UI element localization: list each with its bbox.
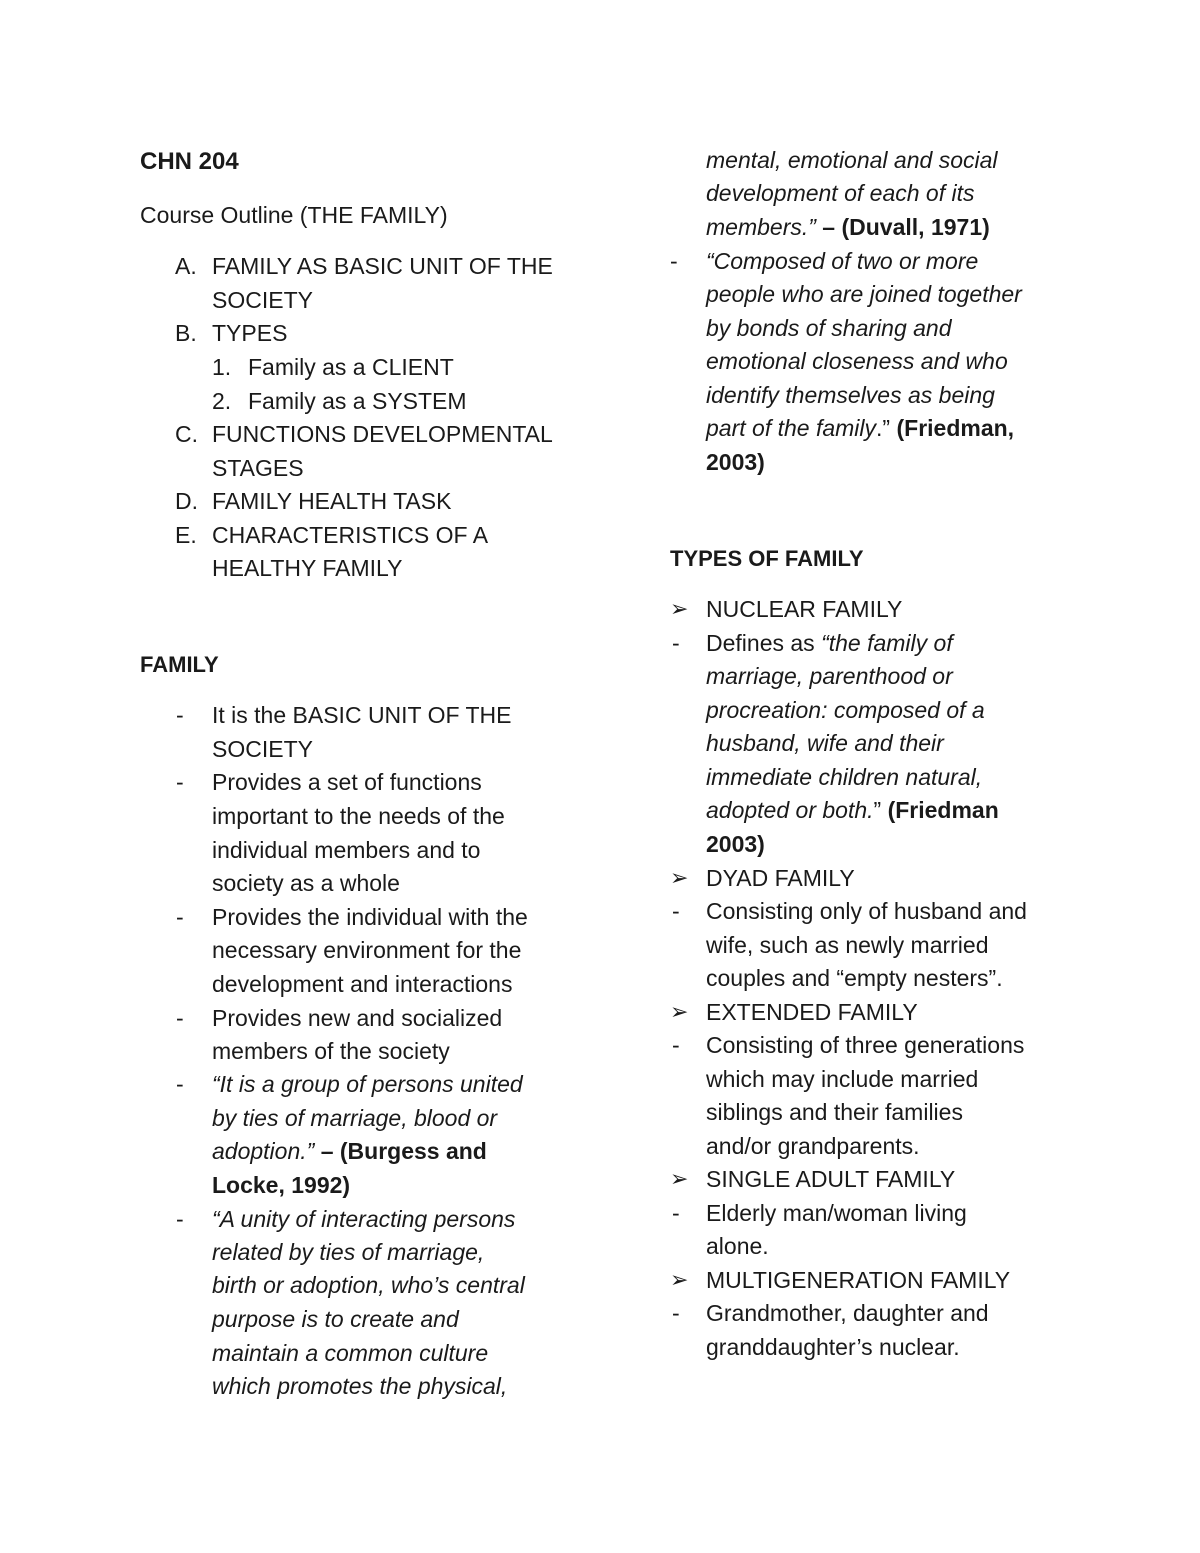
quote-text: identify themselves as being xyxy=(706,382,995,408)
quote-text: purpose is to create and xyxy=(212,1306,459,1332)
outline-marker: E. xyxy=(175,522,197,548)
bullet-text: necessary environment for the xyxy=(212,937,522,963)
bullet-dash: - xyxy=(176,1206,184,1232)
citation: – (Duvall, 1971) xyxy=(815,214,990,240)
bullet-dash: - xyxy=(176,904,184,930)
family-type-name: SINGLE ADULT FAMILY xyxy=(706,1166,956,1192)
family-type-desc: granddaughter’s nuclear. xyxy=(706,1334,960,1360)
quote-text: members.” – (Duvall, 1971) xyxy=(706,214,990,240)
family-type-desc: marriage, parenthood or xyxy=(706,663,953,689)
citation: (Friedman xyxy=(881,797,999,823)
quote-text: birth or adoption, who’s central xyxy=(212,1272,525,1298)
bullet-dash: - xyxy=(672,1200,680,1226)
outline-marker: B. xyxy=(175,320,197,346)
outline-item-text: TYPES xyxy=(212,320,288,346)
citation: – (Burgess and xyxy=(314,1138,487,1164)
bullet-text: SOCIETY xyxy=(212,736,313,762)
outline-item-text: FAMILY HEALTH TASK xyxy=(212,488,452,514)
family-type-name: NUCLEAR FAMILY xyxy=(706,596,903,622)
quote-text: “It is a group of persons united xyxy=(212,1071,523,1097)
bullet-dash: - xyxy=(176,769,184,795)
outline-item-text: SOCIETY xyxy=(212,287,313,313)
quote-text: mental, emotional and social xyxy=(706,147,998,173)
family-type-desc: Defines as “the family of xyxy=(706,630,953,656)
family-type-desc: Grandmother, daughter and xyxy=(706,1300,989,1326)
outline-item-text: Family as a CLIENT xyxy=(248,354,454,380)
outline-item-text: Family as a SYSTEM xyxy=(248,388,467,414)
quote-text: part of the family.” (Friedman, xyxy=(706,415,1015,441)
family-type-desc: and/or grandparents. xyxy=(706,1133,920,1159)
quote-text: emotional closeness and who xyxy=(706,348,1008,374)
bullet-text: members of the society xyxy=(212,1038,450,1064)
quote-text: by ties of marriage, blood or xyxy=(212,1105,498,1131)
outline-marker: A. xyxy=(175,253,197,279)
family-type-desc: couples and “empty nesters”. xyxy=(706,965,1003,991)
citation: Locke, 1992) xyxy=(212,1172,351,1198)
quote-text: related by ties of marriage, xyxy=(212,1239,485,1265)
bullet-text: Provides a set of functions xyxy=(212,769,482,795)
quote-text: people who are joined together xyxy=(706,281,1022,307)
bullet-text: Provides the individual with the xyxy=(212,904,528,930)
course-code: CHN 204 xyxy=(140,148,239,175)
quote-text: development of each of its xyxy=(706,180,975,206)
quote-text: “A unity of interacting persons xyxy=(212,1206,516,1232)
family-type-desc: procreation: composed of a xyxy=(706,697,985,723)
quote-text: by bonds of sharing and xyxy=(706,315,952,341)
bullet-text: It is the BASIC UNIT OF THE xyxy=(212,702,512,728)
course-outline-title: Course Outline (THE FAMILY) xyxy=(140,202,448,228)
family-type-desc: wife, such as newly married xyxy=(706,932,989,958)
citation: 2003) xyxy=(706,831,765,857)
arrow-bullet-icon: ➢ xyxy=(670,865,689,890)
citation: 2003) xyxy=(706,449,765,475)
family-type-desc: Consisting only of husband and xyxy=(706,898,1027,924)
family-heading: FAMILY xyxy=(140,652,219,677)
bullet-dash: - xyxy=(176,1005,184,1031)
types-heading: TYPES OF FAMILY xyxy=(670,546,864,571)
family-type-desc: husband, wife and their xyxy=(706,730,944,756)
bullet-dash: - xyxy=(672,898,680,924)
family-type-desc: alone. xyxy=(706,1233,769,1259)
arrow-bullet-icon: ➢ xyxy=(670,1267,689,1292)
family-type-name: DYAD FAMILY xyxy=(706,865,855,891)
bullet-dash: - xyxy=(672,630,680,656)
outline-marker: 2. xyxy=(212,388,232,414)
bullet-dash: - xyxy=(176,702,184,728)
bullet-text: individual members and to xyxy=(212,837,481,863)
outline-item-text: FAMILY AS BASIC UNIT OF THE xyxy=(212,253,553,279)
bullet-dash: - xyxy=(670,248,678,274)
citation: (Friedman, xyxy=(890,415,1015,441)
family-type-desc: which may include married xyxy=(706,1066,979,1092)
quote-text: which promotes the physical, xyxy=(212,1373,508,1399)
bullet-dash: - xyxy=(176,1071,184,1097)
outline-item-text: FUNCTIONS DEVELOPMENTAL xyxy=(212,421,553,447)
outline-marker: C. xyxy=(175,421,198,447)
bullet-text: development and interactions xyxy=(212,971,513,997)
family-type-desc: Consisting of three generations xyxy=(706,1032,1025,1058)
quote-text: maintain a common culture xyxy=(212,1340,489,1366)
family-type-name: MULTIGENERATION FAMILY xyxy=(706,1267,1011,1293)
outline-marker: D. xyxy=(175,488,198,514)
outline-marker: 1. xyxy=(212,354,232,380)
bullet-text: Provides new and socialized xyxy=(212,1005,503,1031)
outline-item-text: CHARACTERISTICS OF A xyxy=(212,522,489,548)
quote-text: adoption.” – (Burgess and xyxy=(212,1138,487,1164)
family-type-desc: siblings and their families xyxy=(706,1099,963,1125)
family-type-name: EXTENDED FAMILY xyxy=(706,999,918,1025)
outline-item-text: HEALTHY FAMILY xyxy=(212,555,403,581)
family-type-desc: adopted or both.” (Friedman xyxy=(706,797,999,823)
bullet-text: society as a whole xyxy=(212,870,400,896)
quote-text: “Composed of two or more xyxy=(706,248,979,274)
arrow-bullet-icon: ➢ xyxy=(670,596,689,621)
bullet-dash: - xyxy=(672,1300,680,1326)
arrow-bullet-icon: ➢ xyxy=(670,999,689,1024)
outline-item-text: STAGES xyxy=(212,455,304,481)
bullet-dash: - xyxy=(672,1032,680,1058)
bullet-text: important to the needs of the xyxy=(212,803,505,829)
family-type-desc: Elderly man/woman living xyxy=(706,1200,967,1226)
family-type-desc: immediate children natural, xyxy=(706,764,983,790)
arrow-bullet-icon: ➢ xyxy=(670,1166,689,1191)
